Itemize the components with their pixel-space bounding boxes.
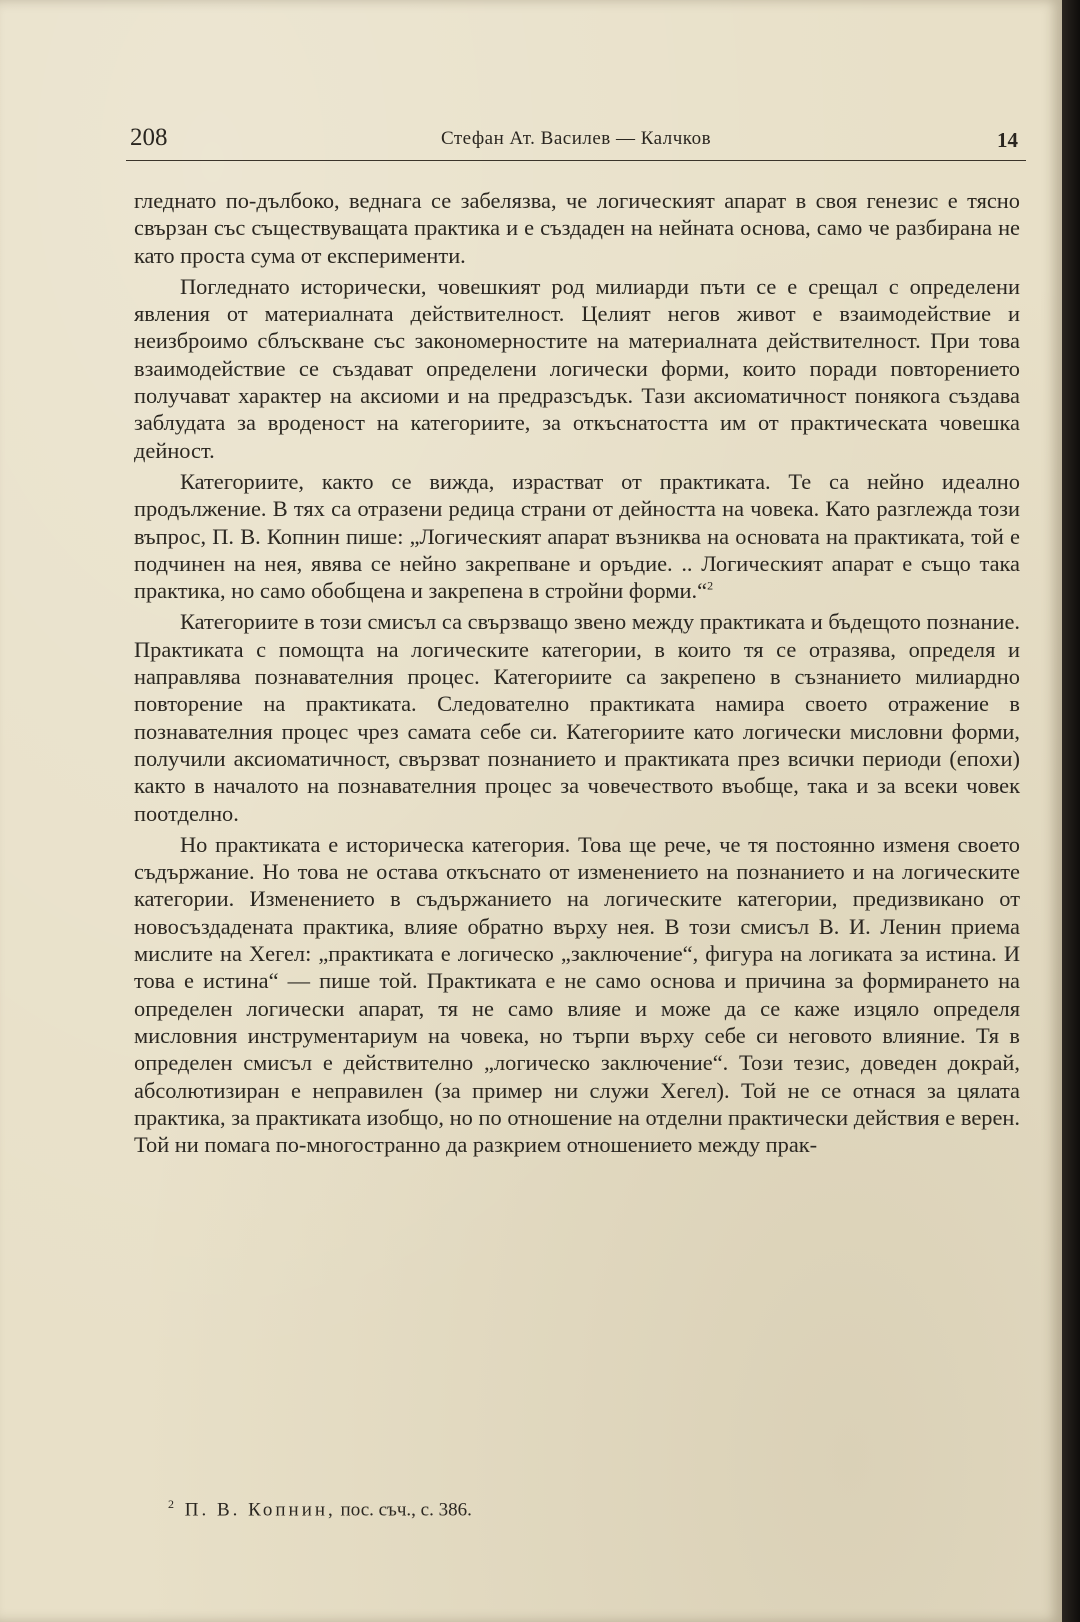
paragraph-3 (134, 468, 1020, 604)
paragraph-4: Категориите в този смисъл са свързващо звено между практиката и бъдещото познание. Практиката с помощта на логическите категории, в които тя се отразява, определя и направлява познавателния процес. Категориите са закрепено в съзнанието милиардно повторение на практиката. Следователно практиката намира своето отражение в познавателния процес чрез самата себе си. Категориите като логически мисловни форми, получили аксиоматичност, свързват познанието и практиката през всички периоди (епохи) както в началото на познавателния процес за човечеството въобще, така и за всеки човек поотделно. (134, 609, 1020, 826)
paragraph-1: гледнато по-дълбоко, веднага се забелязва, че логическият апарат в своя генезис е тясно свързан със съществуващата практика и е създаден на нейната основа, само че разбирана не като проста сума от експерименти. (134, 188, 1020, 268)
footnote-author: П. В. Копнин, (184, 1499, 336, 1521)
running-head: Стефан Ат. Василев — Калчков (440, 128, 712, 149)
body-text (134, 187, 1020, 1162)
page-number: 208 (130, 124, 168, 151)
signature-mark: 14 (997, 128, 1018, 152)
paragraph-2: Погледнато исторически, човешкият род милиарди пъти се е срещал с определени явления от материалната действителност. Целият негов живот е взаимодействие и неизброимо сблъскване със закономерностите на материалната действителност. При това взаимодействие се създават определени логически форми, които поради повторението получават характер на аксиоми и на предразсъдък. Тази аксиоматичност понякога създава заблудата за вроденост на категориите, за откъснатостта им от практическата човешка дейност. (134, 273, 1020, 463)
footnote-reference: 2 (707, 578, 714, 593)
page-header (126, 124, 1026, 161)
paragraph-3-text: Категориите, както се вижда, израстват от практиката. Те са нейно идеално продължение. В тях са отразени редица страни от дейността на човека. Като разглежда този въпрос, П. В. Копнин пише: „Логическият апарат възниква на основата на практиката, той е подчинен на нея, явява се нейно закрепване и оръдие. .. Логическият апарат е също така практика, но само обобщена и закрепена в стройни форми.“ (134, 468, 1020, 604)
paragraph-5: Но практиката е историческа категория. Това ще рече, че тя постоянно изменя своето съдържание. Но това не остава откъснато от изменението на познанието и на логическите категории. Изменението в съдържанието на логическите категории, предизвикано от новосъздадената практика, влияе обратно върху нея. В този смисъл В. И. Ленин приема мислите на Хегел: „практиката е логическо „заключение“, фигура на логиката за истина. И това е истина“ — пише той. Практиката е не само основа и причина за формирането на определен логически апарат, тя не само влияе и може да се каже изцяло определя мисловния инструментариум на човека, но търпи върху себе си неговото влияние. Тя в определен смисъл е действително „логическо заключение“. Този тезис, доведен докрай, абсолютизиран е неправилен (за пример ни служи Хегел). Той не се отнася за цялата практика, за практиката изобщо, но по отношение на отделни практически действия е верен. Той ни помага по-многостранно да разкрием отношението между прак- (134, 831, 1020, 1158)
footnote (168, 1497, 472, 1521)
page-binding-edge (1062, 0, 1080, 1622)
footnote-source: пос. съч., с. 386. (340, 1499, 472, 1521)
footnote-mark: 2 (168, 1497, 174, 1511)
